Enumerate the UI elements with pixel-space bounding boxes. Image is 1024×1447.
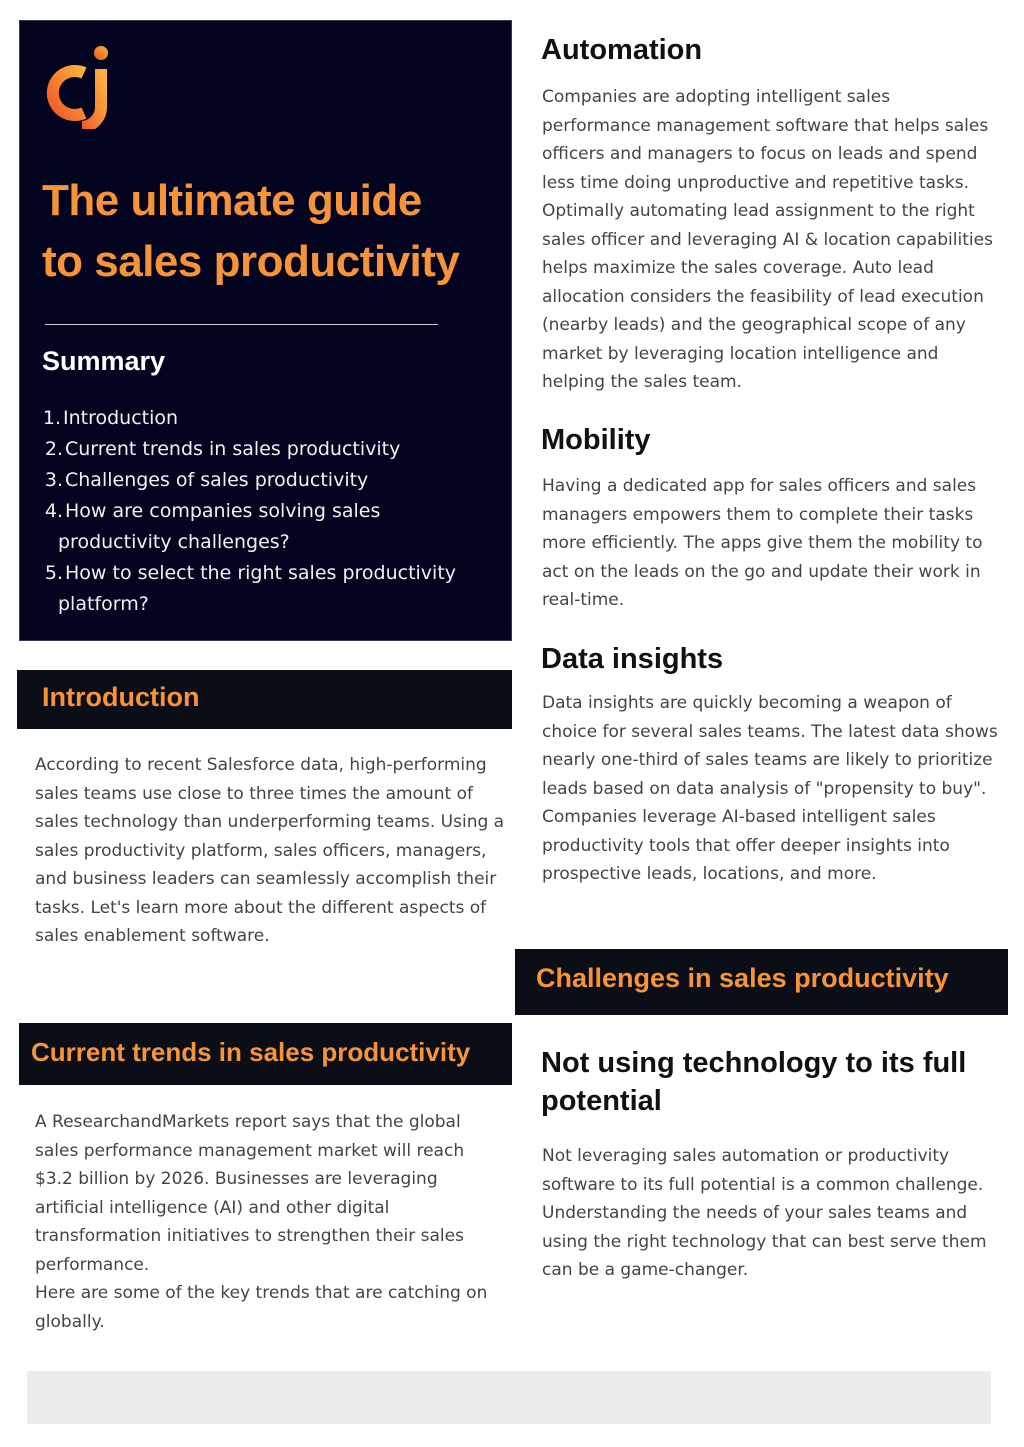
summary-item-label: Introduction [63,407,179,429]
summary-item [42,496,502,527]
summary-list [42,403,502,620]
cover-title [42,170,502,292]
summary-item-label-continued: productivity challenges? [58,531,290,553]
summary-item-number: 4. [44,500,63,522]
challenges-body: Not leveraging sales automation or productivity software to its full potential is a common challenge. Understanding the needs of your sales teams and using the right technology that can best serve them can be a game-changer. [542,1146,987,1280]
challenges-sub-heading [541,1044,966,1120]
data-insights-heading: Data insights [541,643,724,675]
summary-item [42,465,502,496]
summary-item-number: 1. [42,407,61,429]
trends-body-paragraph: A ResearchandMarkets report says that the global sales performance management market will reach $3.2 billion by 2026. Businesses are leveraging artificial intelligence (AI) and other digital transformation initiatives to strengthen their sales performance. [35,1112,465,1275]
summary-item [42,558,502,589]
summary-heading: Summary [42,346,166,376]
summary-item-continuation [42,527,502,558]
challenges-sub-heading-line: potential [541,1085,662,1117]
summary-item [42,434,502,465]
summary-item-continuation [42,589,502,620]
introduction-heading: Introduction [42,682,200,712]
cover-divider [45,324,438,325]
summary-item-number: 2. [44,438,63,460]
cover-title-line2: to sales productivity [42,237,460,286]
automation-heading: Automation [541,34,703,66]
trends-heading: Current trends in sales productivity [31,1037,471,1067]
brand-logo-icon [46,45,114,129]
challenges-sub-heading-line: Not using technology to its full [541,1047,967,1079]
summary-item-label-continued: platform? [58,593,149,615]
summary-item-label: Challenges of sales productivity [65,469,369,491]
summary-item [42,403,502,434]
summary-item-number: 3. [44,469,63,491]
data-insights-body: Data insights are quickly becoming a weapon of choice for several sales teams. The latest data shows nearly one-third of sales teams are likely to prioritize leads based on data analysis of "propensity to buy". Companies leverage AI-based intelligent sales productivity tools that offer deeper insights into prospective leads, locations, and more. [542,693,998,884]
challenges-heading: Challenges in sales productivity [536,963,949,993]
summary-item-label: How are companies solving sales [65,500,381,522]
footer-bar [27,1371,991,1424]
trends-body-paragraph: Here are some of the key trends that are catching on globally. [35,1283,488,1332]
summary-item-label: How to select the right sales productivity [65,562,457,584]
trends-body [35,1108,505,1336]
mobility-heading: Mobility [541,424,651,456]
automation-body: Companies are adopting intelligent sales performance management software that helps sales officers and managers to focus on leads and spend less time doing unproductive and repetitive tasks. Optimally automating lead assignment to the right sales officer and leveraging AI & location capabilities helps maximize the sales coverage. Auto lead allocation considers the feasibility of lead execution (nearby leads) and the geographical scope of any market by leveraging location intelligence and helping the sales team. [542,87,993,392]
summary-item-label: Current trends in sales productivity [65,438,401,460]
mobility-body: Having a dedicated app for sales officers and sales managers empowers them to complete their tasks more efficiently. The apps give them the mobility to act on the leads on the go and update their work in real-time. [542,476,983,610]
cover-title-line1: The ultimate guide [42,176,422,225]
introduction-body: According to recent Salesforce data, high-performing sales teams use close to three times the amount of sales technology than underperforming teams. Using a sales productivity platform, sales officers, managers, and business leaders can seamlessly accomplish their tasks. Let's learn more about the different aspects of sales enablement software. [35,755,505,946]
summary-item-number: 5. [44,562,63,584]
